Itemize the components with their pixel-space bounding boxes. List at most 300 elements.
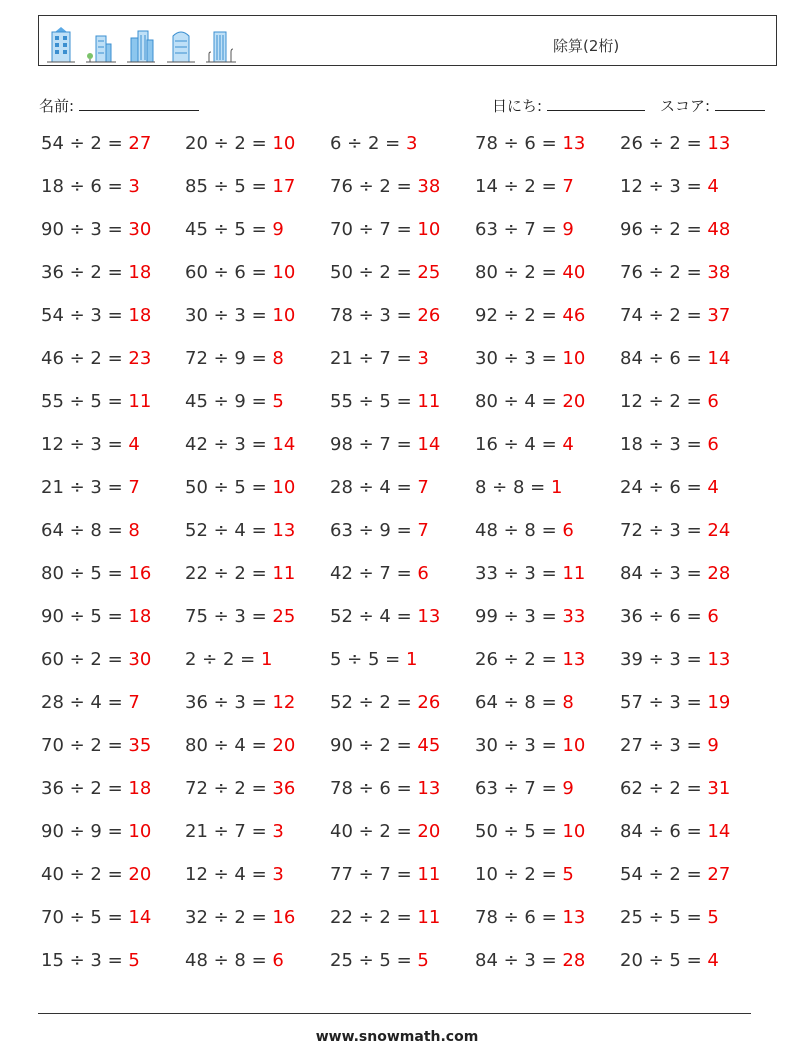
problem-answer: 40 xyxy=(562,262,586,283)
problem-cell xyxy=(185,692,295,713)
problem-answer: 10 xyxy=(272,133,296,154)
problem-question: 36 ÷ 2 = xyxy=(41,262,129,283)
problem-answer: 6 xyxy=(707,606,719,627)
problem-question: 76 ÷ 2 = xyxy=(330,176,418,197)
problem-question: 27 ÷ 3 = xyxy=(620,735,708,756)
problem-question: 90 ÷ 2 = xyxy=(330,735,418,756)
problem-answer: 6 xyxy=(272,950,284,971)
problem-cell xyxy=(475,864,574,885)
problem-answer: 37 xyxy=(707,305,731,326)
problem-question: 28 ÷ 4 = xyxy=(330,477,418,498)
problem-question: 96 ÷ 2 = xyxy=(620,219,708,240)
problem-cell xyxy=(475,778,574,799)
problem-cell xyxy=(620,950,719,971)
problem-answer: 20 xyxy=(417,821,441,842)
problem-answer: 10 xyxy=(272,477,296,498)
problem-answer: 14 xyxy=(707,821,731,842)
problem-answer: 13 xyxy=(417,778,441,799)
problem-question: 54 ÷ 2 = xyxy=(41,133,129,154)
problem-cell xyxy=(620,520,730,541)
problem-answer: 3 xyxy=(272,864,284,885)
problem-question: 62 ÷ 2 = xyxy=(620,778,708,799)
problem-cell xyxy=(41,133,151,154)
problem-cell xyxy=(330,176,440,197)
problem-answer: 11 xyxy=(417,391,441,412)
building-lamp-icon xyxy=(205,26,237,64)
problem-answer: 13 xyxy=(562,649,586,670)
problem-answer: 10 xyxy=(562,735,586,756)
problem-question: 74 ÷ 2 = xyxy=(620,305,708,326)
problem-cell xyxy=(185,950,284,971)
problem-answer: 9 xyxy=(562,219,574,240)
problem-question: 50 ÷ 5 = xyxy=(475,821,563,842)
problem-cell xyxy=(41,262,151,283)
problem-answer: 16 xyxy=(128,563,152,584)
problem-cell xyxy=(185,176,295,197)
problem-cell xyxy=(185,821,284,842)
problem-question: 25 ÷ 5 = xyxy=(620,907,708,928)
problem-answer: 14 xyxy=(272,434,296,455)
problem-question: 57 ÷ 3 = xyxy=(620,692,708,713)
problem-answer: 45 xyxy=(417,735,441,756)
problem-cell xyxy=(41,477,140,498)
problem-answer: 28 xyxy=(562,950,586,971)
problem-question: 54 ÷ 3 = xyxy=(41,305,129,326)
problem-cell xyxy=(475,176,574,197)
problem-cell xyxy=(41,176,140,197)
date-blank xyxy=(547,96,645,111)
problem-question: 90 ÷ 9 = xyxy=(41,821,129,842)
problem-answer: 10 xyxy=(272,262,296,283)
problem-question: 84 ÷ 3 = xyxy=(620,563,708,584)
problem-question: 54 ÷ 2 = xyxy=(620,864,708,885)
date-field xyxy=(492,95,645,116)
problem-answer: 8 xyxy=(128,520,140,541)
name-label: 名前: xyxy=(39,97,75,115)
problem-question: 15 ÷ 3 = xyxy=(41,950,129,971)
problem-answer: 14 xyxy=(707,348,731,369)
problem-answer: 33 xyxy=(562,606,586,627)
problem-cell xyxy=(475,606,585,627)
problem-answer: 16 xyxy=(272,907,296,928)
problem-answer: 7 xyxy=(417,520,429,541)
problem-question: 40 ÷ 2 = xyxy=(41,864,129,885)
problem-cell xyxy=(330,520,429,541)
problem-answer: 4 xyxy=(707,950,719,971)
date-label: 日にち: xyxy=(492,97,543,115)
score-blank xyxy=(715,96,765,111)
header-icons xyxy=(45,26,237,64)
problem-cell xyxy=(185,563,295,584)
problem-question: 24 ÷ 6 = xyxy=(620,477,708,498)
problem-cell xyxy=(41,434,140,455)
problem-question: 42 ÷ 3 = xyxy=(185,434,273,455)
problem-question: 6 ÷ 2 = xyxy=(330,133,406,154)
problem-cell xyxy=(620,864,730,885)
problem-answer: 13 xyxy=(707,649,731,670)
problem-answer: 1 xyxy=(405,649,418,670)
problem-cell xyxy=(41,907,151,928)
problem-answer: 7 xyxy=(128,477,140,498)
problem-cell xyxy=(475,735,585,756)
problem-cell xyxy=(41,821,151,842)
problem-answer: 11 xyxy=(272,563,296,584)
problem-cell xyxy=(330,305,440,326)
problem-answer: 3 xyxy=(417,348,429,369)
problem-cell xyxy=(475,133,585,154)
problem-answer: 27 xyxy=(707,864,731,885)
problem-answer: 4 xyxy=(562,434,574,455)
problem-cell xyxy=(330,434,440,455)
problem-cell xyxy=(185,262,295,283)
problem-answer: 46 xyxy=(562,305,586,326)
problem-question: 8 ÷ 8 = xyxy=(475,477,551,498)
problem-question: 16 ÷ 4 = xyxy=(475,434,563,455)
problem-question: 70 ÷ 5 = xyxy=(41,907,129,928)
problem-cell xyxy=(41,606,151,627)
problem-cell xyxy=(185,348,284,369)
problem-answer: 7 xyxy=(128,692,140,713)
problem-question: 12 ÷ 3 = xyxy=(620,176,708,197)
problem-answer: 14 xyxy=(417,434,441,455)
problem-answer: 6 xyxy=(417,563,429,584)
problem-answer: 10 xyxy=(128,821,152,842)
problem-question: 36 ÷ 3 = xyxy=(185,692,273,713)
problem-cell xyxy=(41,778,151,799)
problem-cell xyxy=(185,391,284,412)
problem-question: 52 ÷ 2 = xyxy=(330,692,418,713)
problem-cell xyxy=(330,950,429,971)
problem-question: 50 ÷ 2 = xyxy=(330,262,418,283)
problem-question: 14 ÷ 2 = xyxy=(475,176,563,197)
problem-question: 52 ÷ 4 = xyxy=(185,520,273,541)
problem-question: 70 ÷ 7 = xyxy=(330,219,418,240)
problem-answer: 4 xyxy=(707,176,719,197)
problem-answer: 12 xyxy=(272,692,296,713)
problem-cell xyxy=(620,563,730,584)
problem-answer: 7 xyxy=(417,477,429,498)
problem-question: 36 ÷ 6 = xyxy=(620,606,708,627)
problem-question: 55 ÷ 5 = xyxy=(41,391,129,412)
problem-cell xyxy=(185,907,295,928)
problem-cell xyxy=(620,606,719,627)
problem-cell xyxy=(185,864,284,885)
problem-answer: 13 xyxy=(562,133,586,154)
problem-cell xyxy=(475,219,574,240)
problem-answer: 4 xyxy=(128,434,140,455)
problem-cell xyxy=(41,950,140,971)
problem-answer: 25 xyxy=(417,262,441,283)
problem-question: 5 ÷ 5 = xyxy=(330,649,406,670)
problem-answer: 13 xyxy=(707,133,731,154)
problem-answer: 28 xyxy=(707,563,731,584)
problem-cell xyxy=(330,907,440,928)
problem-cell xyxy=(330,735,440,756)
problem-cell xyxy=(185,520,295,541)
problem-answer: 27 xyxy=(128,133,152,154)
problem-question: 64 ÷ 8 = xyxy=(41,520,129,541)
problem-cell xyxy=(41,305,151,326)
problem-cell xyxy=(185,219,284,240)
problem-question: 64 ÷ 8 = xyxy=(475,692,563,713)
problem-answer: 26 xyxy=(417,305,441,326)
problem-answer: 20 xyxy=(562,391,586,412)
problem-question: 98 ÷ 7 = xyxy=(330,434,418,455)
problem-answer: 31 xyxy=(707,778,731,799)
problem-question: 40 ÷ 2 = xyxy=(330,821,418,842)
problem-answer: 10 xyxy=(562,348,586,369)
problem-question: 52 ÷ 4 = xyxy=(330,606,418,627)
problem-question: 26 ÷ 2 = xyxy=(475,649,563,670)
problem-cell xyxy=(620,907,719,928)
problem-cell xyxy=(620,219,730,240)
problem-cell xyxy=(185,606,295,627)
problem-answer: 4 xyxy=(707,477,719,498)
problem-cell xyxy=(185,133,295,154)
problem-question: 2 ÷ 2 = xyxy=(185,649,261,670)
problem-answer: 23 xyxy=(128,348,152,369)
problem-answer: 36 xyxy=(272,778,296,799)
problem-cell xyxy=(330,219,440,240)
score-field xyxy=(660,95,765,116)
problem-cell xyxy=(475,391,585,412)
problem-question: 30 ÷ 3 = xyxy=(475,348,563,369)
problem-question: 75 ÷ 3 = xyxy=(185,606,273,627)
problem-answer: 11 xyxy=(417,907,441,928)
problem-question: 78 ÷ 6 = xyxy=(330,778,418,799)
problem-cell xyxy=(185,305,295,326)
problem-cell xyxy=(41,348,151,369)
problem-cell xyxy=(475,348,585,369)
problem-cell xyxy=(620,778,730,799)
problem-cell xyxy=(475,821,585,842)
problem-cell xyxy=(330,692,440,713)
problem-cell xyxy=(185,434,295,455)
problem-cell xyxy=(185,778,295,799)
problem-cell xyxy=(475,305,585,326)
worksheet-title: 除算(2桁) xyxy=(553,37,620,55)
problem-question: 84 ÷ 6 = xyxy=(620,821,708,842)
problem-cell xyxy=(475,434,574,455)
problem-cell xyxy=(41,391,151,412)
problem-question: 12 ÷ 4 = xyxy=(185,864,273,885)
problem-answer: 14 xyxy=(128,907,152,928)
problem-question: 55 ÷ 5 = xyxy=(330,391,418,412)
building-tree-icon xyxy=(85,26,117,64)
problem-cell xyxy=(620,477,719,498)
problem-cell xyxy=(620,434,719,455)
problem-cell xyxy=(620,348,730,369)
problem-question: 99 ÷ 3 = xyxy=(475,606,563,627)
problem-cell xyxy=(330,563,429,584)
problem-question: 80 ÷ 5 = xyxy=(41,563,129,584)
problem-question: 63 ÷ 7 = xyxy=(475,778,563,799)
problem-cell xyxy=(475,520,574,541)
problem-question: 18 ÷ 3 = xyxy=(620,434,708,455)
problem-question: 10 ÷ 2 = xyxy=(475,864,563,885)
problem-answer: 7 xyxy=(562,176,574,197)
problem-question: 90 ÷ 5 = xyxy=(41,606,129,627)
problem-cell xyxy=(41,735,151,756)
problem-answer: 10 xyxy=(562,821,586,842)
problem-answer: 17 xyxy=(272,176,296,197)
problem-question: 48 ÷ 8 = xyxy=(475,520,563,541)
problem-answer: 9 xyxy=(707,735,719,756)
problem-cell xyxy=(185,477,295,498)
problem-cell xyxy=(185,735,295,756)
footer-divider xyxy=(38,1013,751,1014)
problem-cell xyxy=(41,563,151,584)
problem-answer: 25 xyxy=(272,606,296,627)
problem-question: 25 ÷ 5 = xyxy=(330,950,418,971)
problem-question: 46 ÷ 2 = xyxy=(41,348,129,369)
problem-answer: 5 xyxy=(562,864,574,885)
problem-answer: 20 xyxy=(272,735,296,756)
problem-cell xyxy=(620,262,730,283)
score-label: スコア: xyxy=(660,97,711,115)
problem-question: 32 ÷ 2 = xyxy=(185,907,273,928)
problem-answer: 8 xyxy=(272,348,284,369)
problem-cell xyxy=(475,477,562,498)
problem-cell xyxy=(330,649,417,670)
problem-answer: 13 xyxy=(272,520,296,541)
problem-question: 84 ÷ 6 = xyxy=(620,348,708,369)
problem-question: 45 ÷ 5 = xyxy=(185,219,273,240)
problem-cell xyxy=(41,864,151,885)
problem-cell xyxy=(620,305,730,326)
problem-cell xyxy=(330,778,440,799)
problem-answer: 6 xyxy=(707,434,719,455)
problem-question: 42 ÷ 7 = xyxy=(330,563,418,584)
problem-question: 12 ÷ 2 = xyxy=(620,391,708,412)
problem-cell xyxy=(330,391,440,412)
problem-question: 78 ÷ 6 = xyxy=(475,133,563,154)
building-icon xyxy=(45,26,77,64)
problem-question: 21 ÷ 3 = xyxy=(41,477,129,498)
problem-question: 76 ÷ 2 = xyxy=(620,262,708,283)
problem-cell xyxy=(620,821,730,842)
problem-answer: 20 xyxy=(128,864,152,885)
problem-question: 22 ÷ 2 = xyxy=(185,563,273,584)
problem-answer: 26 xyxy=(417,692,441,713)
problem-answer: 38 xyxy=(417,176,441,197)
problem-cell xyxy=(620,391,719,412)
problem-answer: 3 xyxy=(405,133,418,154)
problem-question: 77 ÷ 7 = xyxy=(330,864,418,885)
problem-question: 85 ÷ 5 = xyxy=(185,176,273,197)
problem-cell xyxy=(330,477,429,498)
problem-answer: 11 xyxy=(417,864,441,885)
name-blank xyxy=(79,96,199,111)
problem-question: 60 ÷ 2 = xyxy=(41,649,129,670)
problem-answer: 24 xyxy=(707,520,731,541)
problem-question: 48 ÷ 8 = xyxy=(185,950,273,971)
problem-answer: 19 xyxy=(707,692,731,713)
problem-cell xyxy=(620,735,719,756)
name-field xyxy=(39,95,199,116)
problem-answer: 3 xyxy=(272,821,284,842)
problem-cell xyxy=(41,219,151,240)
problem-question: 78 ÷ 3 = xyxy=(330,305,418,326)
problem-question: 72 ÷ 3 = xyxy=(620,520,708,541)
problem-answer: 18 xyxy=(128,262,152,283)
problem-question: 72 ÷ 2 = xyxy=(185,778,273,799)
problem-answer: 5 xyxy=(272,391,284,412)
problem-question: 72 ÷ 9 = xyxy=(185,348,273,369)
problem-cell xyxy=(620,649,730,670)
problem-answer: 10 xyxy=(417,219,441,240)
problem-question: 39 ÷ 3 = xyxy=(620,649,708,670)
problem-answer: 30 xyxy=(128,649,152,670)
problem-question: 30 ÷ 3 = xyxy=(185,305,273,326)
problem-cell xyxy=(330,864,440,885)
problem-question: 30 ÷ 3 = xyxy=(475,735,563,756)
problem-answer: 6 xyxy=(707,391,719,412)
problem-cell xyxy=(185,649,272,670)
problem-question: 92 ÷ 2 = xyxy=(475,305,563,326)
problem-answer: 5 xyxy=(707,907,719,928)
building-icon xyxy=(125,26,157,64)
problem-answer: 13 xyxy=(417,606,441,627)
problem-cell xyxy=(41,520,140,541)
problem-answer: 10 xyxy=(272,305,296,326)
header-box xyxy=(38,15,777,66)
problem-question: 26 ÷ 2 = xyxy=(620,133,708,154)
problem-cell xyxy=(41,692,140,713)
problem-cell xyxy=(620,133,730,154)
problem-cell xyxy=(330,821,440,842)
problem-answer: 9 xyxy=(562,778,574,799)
problem-answer: 1 xyxy=(550,477,563,498)
problem-question: 63 ÷ 7 = xyxy=(475,219,563,240)
problem-answer: 18 xyxy=(128,778,152,799)
problem-question: 50 ÷ 5 = xyxy=(185,477,273,498)
problem-answer: 18 xyxy=(128,305,152,326)
problem-question: 20 ÷ 2 = xyxy=(185,133,273,154)
problem-answer: 35 xyxy=(128,735,152,756)
problem-cell xyxy=(475,649,585,670)
problem-question: 18 ÷ 6 = xyxy=(41,176,129,197)
problem-cell xyxy=(475,692,574,713)
problem-cell xyxy=(620,692,730,713)
problem-question: 60 ÷ 6 = xyxy=(185,262,273,283)
footer-url: www.snowmath.com xyxy=(315,1029,479,1045)
problem-answer: 5 xyxy=(417,950,429,971)
problem-cell xyxy=(330,133,417,154)
problem-answer: 11 xyxy=(562,563,586,584)
problem-cell xyxy=(620,176,719,197)
problem-cell xyxy=(330,606,440,627)
problem-answer: 6 xyxy=(562,520,574,541)
problem-question: 22 ÷ 2 = xyxy=(330,907,418,928)
problem-cell xyxy=(330,348,429,369)
problem-cell xyxy=(41,649,151,670)
problem-question: 45 ÷ 9 = xyxy=(185,391,273,412)
problem-cell xyxy=(475,262,585,283)
problem-cell xyxy=(475,950,585,971)
problem-question: 63 ÷ 9 = xyxy=(330,520,418,541)
problem-question: 21 ÷ 7 = xyxy=(330,348,418,369)
problem-answer: 30 xyxy=(128,219,152,240)
problem-question: 36 ÷ 2 = xyxy=(41,778,129,799)
problem-question: 90 ÷ 3 = xyxy=(41,219,129,240)
problem-question: 80 ÷ 4 = xyxy=(185,735,273,756)
problem-question: 80 ÷ 4 = xyxy=(475,391,563,412)
problem-answer: 3 xyxy=(128,176,140,197)
problem-answer: 18 xyxy=(128,606,152,627)
problem-cell xyxy=(475,907,585,928)
problem-answer: 1 xyxy=(260,649,273,670)
